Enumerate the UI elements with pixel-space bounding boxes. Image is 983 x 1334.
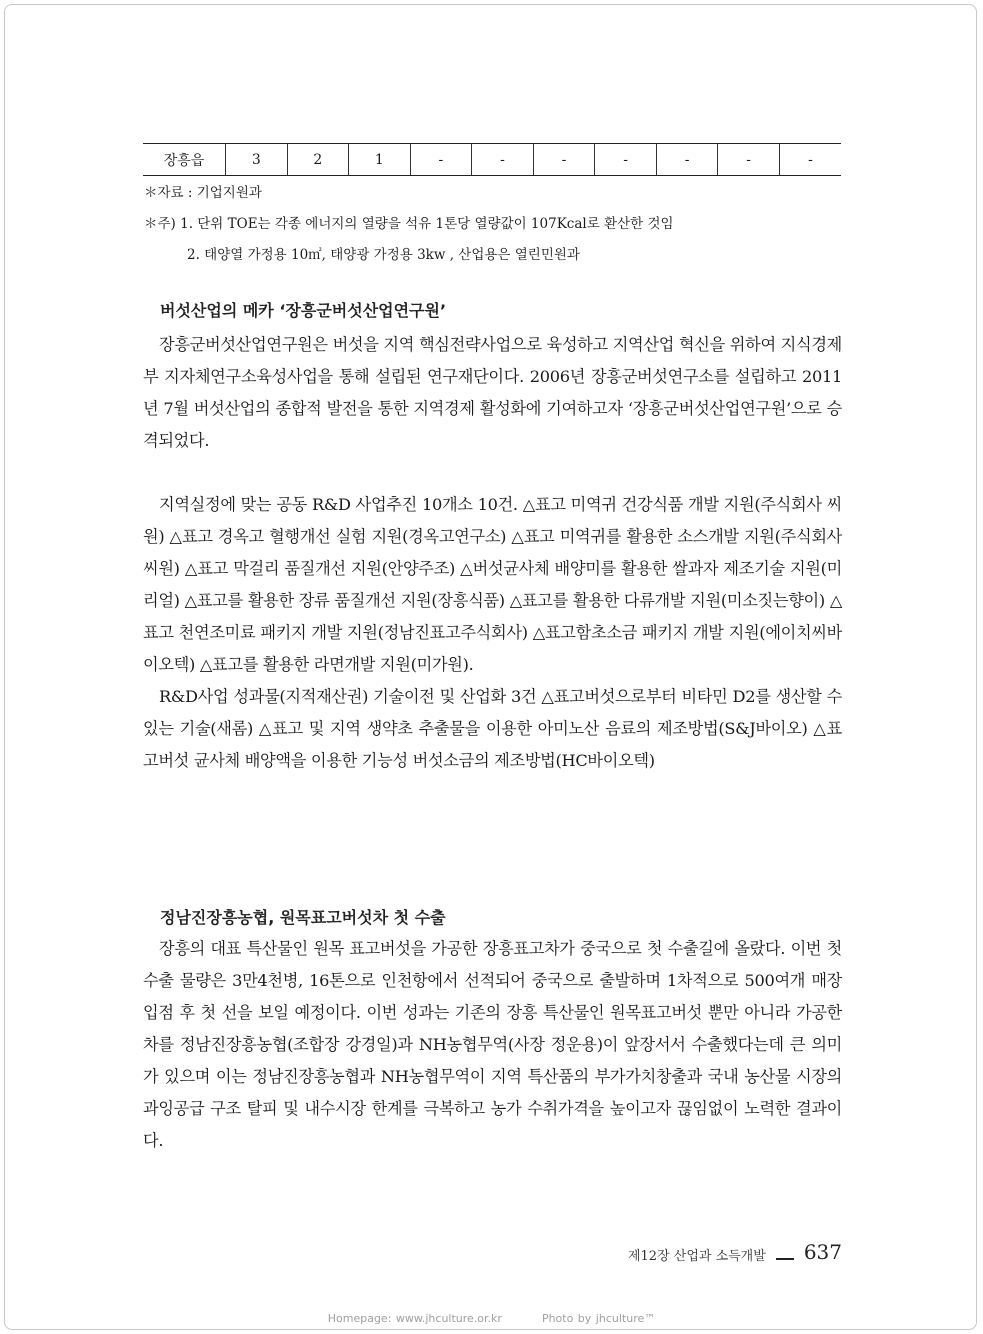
source-note: ＊자료 : 기업지원과 — [144, 185, 262, 201]
page-footer — [628, 1240, 842, 1264]
footnote-2: 2. 태양열 가정용 10㎡, 태양광 가정용 3kw , 산업용은 열린민원과 — [187, 247, 580, 263]
table-notes — [144, 178, 674, 271]
footnote-1: ＊주) 1. 단위 TOE는 각종 에너지의 열량을 석유 1톤당 열량값이 107Kcal로 환산한 것임 — [144, 216, 674, 232]
table-row — [143, 144, 841, 176]
table-cell: - — [410, 144, 472, 176]
table-cell: - — [718, 144, 780, 176]
photo-credit: Photo by jhculture™ — [541, 1312, 656, 1325]
table-cell-region: 장흥읍 — [143, 144, 226, 176]
footer-divider — [776, 1258, 794, 1260]
page-number: 637 — [803, 1240, 842, 1264]
paragraph: 장흥군버섯산업연구원은 버섯을 지역 핵심전략사업으로 육성하고 지역산업 혁신을 위하여 지식경제부 지자체연구소육성사업을 통해 설립된 연구재단이다. 2006년 장흥군버섯연구소를 설립하고 2011년 7월 버섯산업의 종합적 발전을 통한 지역경제 활성화에 기여하고자 ‘장흥군버섯산업연구원’으로 승격되었다. — [143, 335, 842, 450]
table-cell: - — [656, 144, 718, 176]
paragraph: 지역실정에 맞는 공동 R&D 사업추진 10개소 10건. △표고 미역귀 건강식품 개발 지원(주식회사 씨원) △표고 경옥고 혈행개선 실험 지원(경옥고연구소) △표고 미역귀를 활용한 소스개발 지원(주식회사 씨원) △표고 막걸리 품질개선 지원(안양주조) △버섯균사체 배양미를 활용한 쌀과자 제조기술 지원(미리얼) △표고를 활용한 장류 품질개선 지원(장흥식품) △표고를 활용한 다류개발 지원(미소짓는향이) △표고 천연조미료 패키지 개발 지원(정남진표고주식회사) △표고함초소금 패키지 개발 지원(에이치씨바이오텍) △표고를 활용한 라면개발 지원(미가원). — [143, 495, 842, 674]
paragraph: R&D사업 성과물(지적재산권) 기술이전 및 산업화 3건 △표고버섯으로부터 비타민 D2를 생산할 수 있는 기술(새롬) △표고 및 지역 생약초 추출물을 이용한 아미노산 음료의 제조방법(S&J바이오) △표고버섯 균사체 배양액을 이용한 기능성 버섯소금의 제조방법(HC바이오텍) — [143, 687, 842, 770]
table-cell: - — [533, 144, 595, 176]
table-cell: 3 — [226, 144, 288, 176]
table-cell: - — [595, 144, 657, 176]
table-cell: - — [779, 144, 841, 176]
section-heading-tea-export: 정남진장흥농협, 원목표고버섯차 첫 수출 — [160, 908, 446, 927]
section-body-tea-export — [143, 933, 842, 1157]
statistics-table — [143, 143, 841, 176]
section-heading-mushroom-institute: 버섯산업의 메카 ‘장흥군버섯산업연구원’ — [160, 301, 447, 320]
section-body-mushroom-institute — [143, 329, 842, 777]
table-cell: 2 — [287, 144, 349, 176]
table-cell: 1 — [349, 144, 411, 176]
paragraph: 장흥의 대표 특산물인 원목 표고버섯을 가공한 장흥표고차가 중국으로 첫 수출길에 올랐다. 이번 첫 수출 물량은 3만4천병, 16톤으로 인천항에서 선적되어 중국으로 출발하며 1차적으로 500여개 매장 입점 후 첫 선을 보일 예정이다. 이번 성과는 기존의 장흥 특산물인 원목표고버섯 뿐만 아니라 가공한 차를 정남진장흥농협(조합장 강경일)과 NH농협무역(사장 정운용)이 앞장서서 수출했다는데 큰 의미가 있으며 이는 정남진장흥농협과 NH농협무역이 지역 특산품의 부가가치창출과 국내 농산물 시장의 과잉공급 구조 탈피 및 내수시장 한계를 극복하고 농가 수취가격을 높이고자 끊임없이 노력한 결과이다. — [143, 939, 842, 1150]
table-cell: - — [472, 144, 534, 176]
homepage-credit: Homepage: www.jhculture.or.kr — [327, 1312, 502, 1325]
chapter-title: 제12장 산업과 소득개발 — [627, 1249, 766, 1264]
credit-line — [0, 1312, 983, 1325]
